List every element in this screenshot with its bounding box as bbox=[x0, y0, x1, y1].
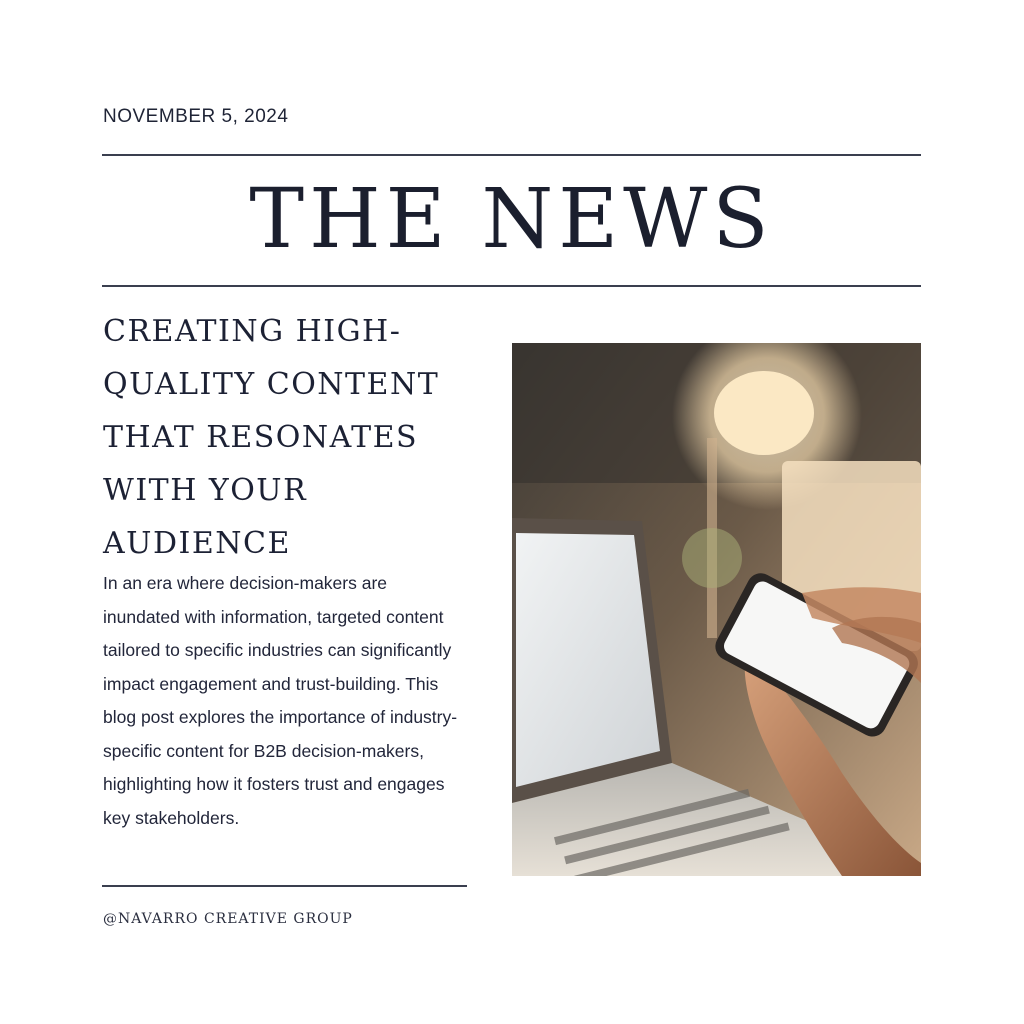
article-photo bbox=[512, 343, 921, 876]
top-divider bbox=[102, 154, 921, 156]
laptop-phone-illustration bbox=[512, 343, 921, 876]
article-date: NOVEMBER 5, 2024 bbox=[103, 106, 289, 127]
author-credit: @NAVARRO CREATIVE GROUP bbox=[103, 911, 353, 927]
article-body: In an era where decision-makers are inundated with information, targeted content tailored to specific industries can significantly impact engagement and trust-building. This blog post explores the importance of industry-specific content for B2B decision-makers, highlighting how it fosters trust and engages key stakeholders. bbox=[103, 573, 458, 828]
masthead-title: THE NEWS bbox=[249, 172, 774, 267]
masthead-divider bbox=[102, 285, 921, 287]
body-divider bbox=[102, 885, 467, 887]
article-headline: CREATING HIGH-QUALITY CONTENT THAT RESONATES WITH YOUR AUDIENCE bbox=[103, 314, 440, 561]
